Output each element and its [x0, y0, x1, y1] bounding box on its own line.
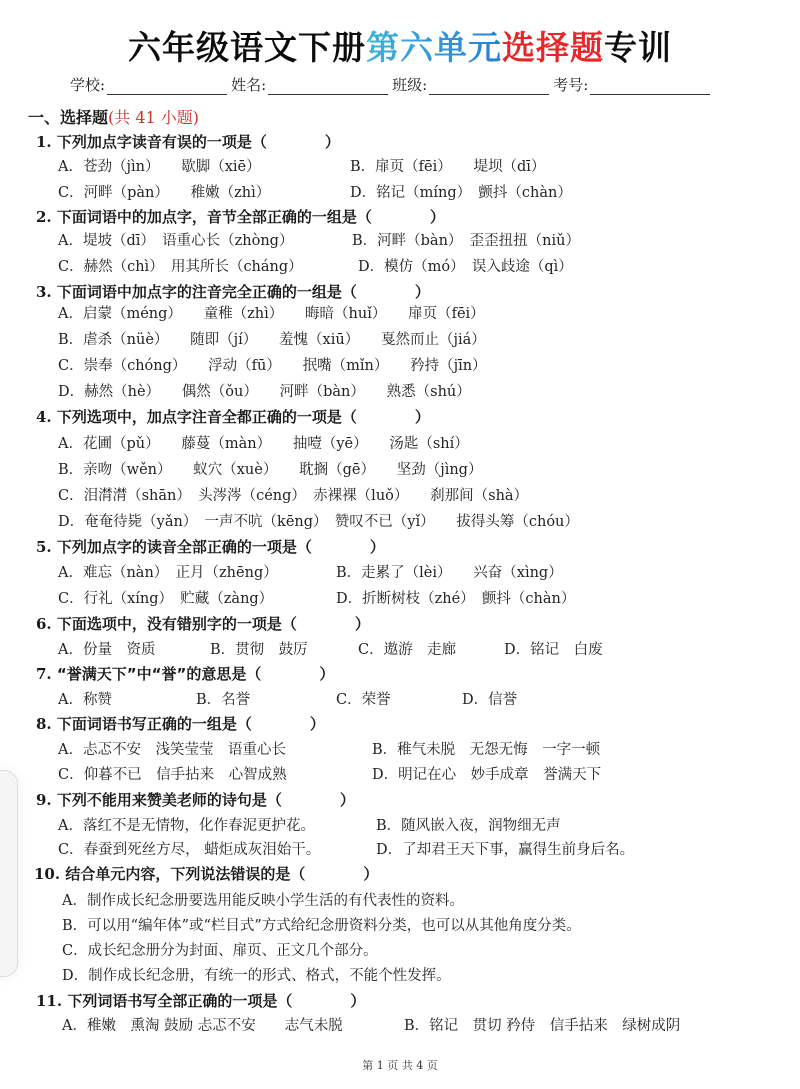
- option-4a[interactable]: A．花圃（pǔ） 藤蔓（màn） 抽噎（yē） 汤匙（shí）: [58, 436, 469, 452]
- question-number: 2.: [36, 208, 52, 226]
- question-text: 下面词语中加点字的注音完全正确的一组是（: [56, 283, 357, 301]
- option-11b[interactable]: B．铭记 贯切 矜侍 信手拈来 绿树成阴: [404, 1018, 681, 1034]
- option-8d[interactable]: D．明记在心 妙手成章 誉满天下: [372, 767, 602, 783]
- option-1b[interactable]: B．扉页（fēi） 堤坝（dī）: [350, 159, 546, 175]
- question-4: [36, 406, 430, 427]
- option-3a[interactable]: A．启蒙（méng） 童稚（zhì） 晦暗（huǐ） 扉页（fēi）: [58, 306, 485, 322]
- option-9b[interactable]: B．随风嵌入夜，润物细无声: [376, 818, 561, 834]
- class-label: 班级:: [392, 76, 428, 94]
- option-5c[interactable]: C．行礼（xíng） 贮藏（zàng）: [58, 591, 274, 607]
- option-6d[interactable]: D．铭记 白废: [504, 642, 603, 658]
- question-number: 9.: [36, 791, 52, 809]
- question-11: [36, 990, 365, 1011]
- option-5d[interactable]: D．折断树枝（zhé） 颤抖（chàn）: [336, 591, 576, 607]
- exam-no-input-line[interactable]: [590, 78, 710, 95]
- option-10c[interactable]: C．成长纪念册分为封面、扉页、正文几个部分。: [62, 943, 378, 959]
- school-field: [70, 74, 231, 95]
- question-text: 下列词语书写全部正确的一项是（: [67, 992, 293, 1010]
- option-3b[interactable]: B．虐杀（nüè） 随即（jí） 羞愧（xiū） 戛然而止（jiá）: [58, 332, 486, 348]
- option-7c[interactable]: C．荣誉: [336, 692, 391, 708]
- question-text: 下列选项中，加点字注音全都正确的一项是（: [56, 408, 357, 426]
- student-info-row: [70, 74, 760, 95]
- side-panel-handle[interactable]: [0, 770, 18, 977]
- paren-close: ）: [354, 615, 370, 633]
- option-1d[interactable]: D．铭记（míng） 颤抖（chàn）: [350, 185, 572, 201]
- option-4c[interactable]: C．泪潸潸（shān） 头涔涔（céng） 赤裸裸（luǒ） 刹那间（shà）: [58, 488, 529, 504]
- paren-close: ）: [319, 665, 335, 683]
- question-number: 10.: [34, 865, 61, 883]
- paren-close: ）: [369, 538, 385, 556]
- question-8: [36, 713, 325, 734]
- question-3: [36, 281, 430, 302]
- question-text: “誉满天下”中“誉”的意思是（: [56, 665, 262, 683]
- paren-close: ）: [309, 715, 325, 733]
- question-text: 下面词语中的加点字，音节全部正确的一组是（: [56, 208, 372, 226]
- paren-close: ）: [339, 791, 355, 809]
- title-suffix: 专训: [604, 28, 672, 67]
- option-4d[interactable]: D．奄奄待毙（yǎn） 一声不吭（kēng） 赞叹不已（yǐ） 拔得头筹（chóu）: [58, 514, 579, 530]
- class-field: [392, 74, 553, 95]
- option-9a[interactable]: A．落红不是无情物，化作春泥更护花。: [58, 818, 315, 834]
- option-3c[interactable]: C．崇奉（chóng） 浮动（fū） 抿嘴（mǐn） 矜持（jīn）: [58, 358, 487, 374]
- school-label: 学校:: [70, 76, 106, 94]
- class-input-line[interactable]: [429, 78, 549, 95]
- section-label: 一、选择题: [28, 108, 109, 127]
- option-6c[interactable]: C．遨游 走廊: [358, 642, 457, 658]
- option-4b[interactable]: B．亲吻（wěn） 蚁穴（xuè） 耽搁（gē） 坚劲（jìng）: [58, 462, 483, 478]
- option-2b[interactable]: B．河畔（bàn） 歪歪扭扭（niǔ）: [352, 233, 580, 249]
- question-text: 下列加点字的读音全部正确的一项是（: [56, 538, 312, 556]
- question-number: 1.: [36, 133, 52, 151]
- question-number: 5.: [36, 538, 52, 556]
- question-9: [36, 789, 355, 810]
- question-7: [36, 663, 334, 684]
- page-footer: 第 1 页 共 4 页: [362, 1059, 438, 1072]
- question-number: 3.: [36, 283, 52, 301]
- option-3d[interactable]: D．赫然（hè） 偶然（ǒu） 河畔（bàn） 熟悉（shú）: [58, 384, 471, 400]
- title-grade: 六年级语文下册: [128, 28, 366, 67]
- option-2d[interactable]: D．模仿（mó） 误入歧途（qì）: [358, 259, 573, 275]
- option-10d[interactable]: D．制作成长纪念册，有统一的形式、格式，不能个性发挥。: [62, 968, 451, 984]
- exam-no-label: 考号:: [553, 76, 589, 94]
- question-number: 6.: [36, 615, 52, 633]
- question-text: 下面词语书写正确的一组是（: [56, 715, 252, 733]
- option-6b[interactable]: B．贯彻 鼓厉: [210, 642, 308, 658]
- paren-close: ）: [363, 865, 379, 883]
- question-5: [36, 536, 385, 557]
- question-text: 下面选项中，没有错别字的一项是（: [56, 615, 297, 633]
- title-type: 选择题: [502, 28, 604, 67]
- option-6a[interactable]: A．份量 资质: [58, 642, 156, 658]
- question-number: 8.: [36, 715, 52, 733]
- question-text: 下列不能用来赞美老师的诗句是（: [56, 791, 282, 809]
- name-input-line[interactable]: [268, 78, 388, 95]
- option-5b[interactable]: B．走累了（lèi） 兴奋（xìng）: [336, 565, 563, 581]
- option-7b[interactable]: B．名誉: [196, 692, 251, 708]
- option-10b[interactable]: B．可以用“编年体”或“栏目式”方式给纪念册资料分类，也可以从其他角度分类。: [62, 918, 581, 934]
- name-field: [231, 74, 392, 95]
- option-9d[interactable]: D．了却君王天下事，赢得生前身后名。: [376, 842, 635, 858]
- option-1a[interactable]: A．苍劲（jìn） 歇脚（xiē）: [58, 159, 261, 175]
- paren-close: ）: [414, 283, 430, 301]
- paren-close: ）: [350, 992, 366, 1010]
- option-10a[interactable]: A．制作成长纪念册要选用能反映小学生活的有代表性的资料。: [62, 893, 464, 909]
- section-count: (共 41 小题): [108, 108, 200, 127]
- page-title: [0, 22, 800, 69]
- option-1c[interactable]: C．河畔（pàn） 稚嫩（zhì）: [58, 185, 271, 201]
- option-7a[interactable]: A．称赞: [58, 692, 112, 708]
- question-10: [34, 863, 378, 884]
- question-text: 下列加点字读音有误的一项是（: [56, 133, 267, 151]
- section-heading: [28, 105, 199, 128]
- question-number: 11.: [36, 992, 63, 1010]
- option-5a[interactable]: A．难忘（nàn） 正月（zhēng）: [58, 565, 278, 581]
- option-11a[interactable]: A．稚嫩 熏淘 鼓励 忐忑不安 志气未脱: [62, 1018, 343, 1034]
- name-label: 姓名:: [231, 76, 267, 94]
- school-input-line[interactable]: [107, 78, 227, 95]
- question-number: 4.: [36, 408, 52, 426]
- question-text: 结合单元内容，下列说法错误的是（: [65, 865, 306, 883]
- option-8c[interactable]: C．仰暮不已 信手拈来 心智成熟: [58, 767, 287, 783]
- exam-no-field: [553, 74, 714, 95]
- option-2a[interactable]: A．堤坡（dī） 语重心长（zhòng）: [58, 233, 294, 249]
- option-7d[interactable]: D．信誉: [462, 692, 518, 708]
- paren-close: ）: [429, 208, 445, 226]
- question-2: [36, 206, 445, 227]
- question-6: [36, 613, 370, 634]
- option-8b[interactable]: B．稚气未脱 无怨无悔 一字一顿: [372, 742, 601, 758]
- option-2c[interactable]: C．赫然（chì） 用其所长（cháng）: [58, 259, 303, 275]
- paren-close: ）: [414, 408, 430, 426]
- question-1: [36, 131, 340, 152]
- title-unit: 第六单元: [366, 28, 502, 67]
- paren-close: ）: [324, 133, 340, 151]
- option-9c[interactable]: C．春蚕到死丝方尽， 蜡炬成灰泪始干。: [58, 842, 321, 858]
- option-8a[interactable]: A．忐忑不安 浅笑莹莹 语重心长: [58, 742, 286, 758]
- question-number: 7.: [36, 665, 52, 683]
